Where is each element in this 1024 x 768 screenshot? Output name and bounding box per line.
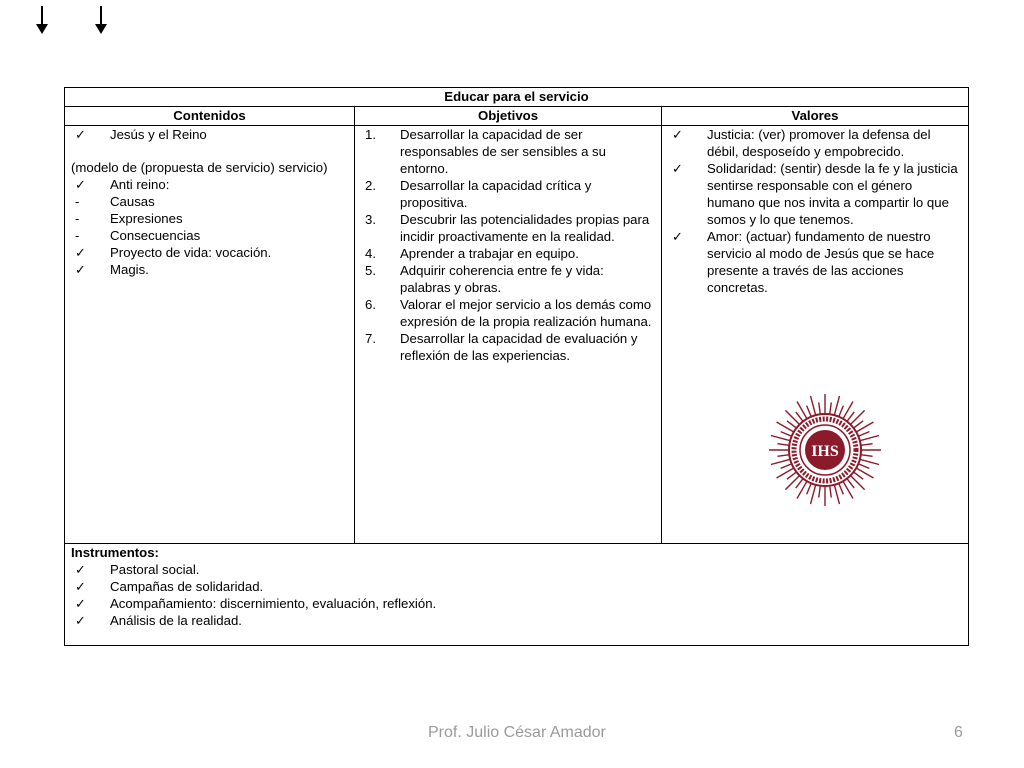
seal-ray: [807, 406, 812, 417]
seal-ray: [811, 485, 816, 504]
list-item: 6. Valorar el mejor servicio a los demás como expresión de la propia realización humana.: [365, 297, 652, 329]
check-icon: ✓: [672, 127, 684, 142]
list-item: 2. Desarrollar la capacidad crítica y propositiva.: [365, 178, 592, 210]
header-valores: Valores: [662, 107, 969, 126]
seal-ray: [839, 406, 844, 417]
header-objetivos: Objetivos: [355, 107, 662, 126]
seal-ray: [834, 485, 839, 504]
seal-ray: [777, 444, 789, 446]
contenidos-cell: [65, 126, 355, 544]
seal-ray: [834, 396, 839, 415]
check-icon: ✓: [75, 562, 87, 577]
seal-ray: [830, 402, 832, 414]
list-item: ✓ Jesús y el Reino: [75, 127, 207, 142]
check-icon: ✓: [75, 245, 87, 260]
seal-ray: [850, 410, 864, 424]
seal-ray: [787, 421, 797, 428]
page-number: 6: [954, 724, 963, 741]
footer-author: Prof. Julio César Amador: [428, 724, 606, 741]
seal-ray: [858, 432, 869, 437]
seal-ray: [860, 459, 879, 464]
seal-ray: [796, 479, 803, 489]
seal-ray: [785, 410, 799, 424]
seal-ray: [854, 472, 864, 479]
list-item: 4. Aprender a trabajar en equipo.: [365, 246, 579, 261]
list-item: ✓ Anti reino:: [75, 177, 170, 192]
seal-ray: [796, 412, 803, 422]
list-item: ✓ Análisis de la realidad.: [75, 613, 242, 628]
seal-ray: [811, 396, 816, 415]
list-item: - Expresiones: [75, 211, 183, 226]
list-item: 1. Desarrollar la capacidad de ser responsables de ser sensibles a su entorno.: [365, 127, 606, 176]
instrumentos-cell: [65, 544, 969, 646]
seal-ray: [854, 421, 864, 428]
seal-ray: [839, 483, 844, 494]
check-icon: ✓: [75, 613, 87, 628]
list-item: - Causas: [75, 194, 155, 209]
seal-ray: [819, 486, 821, 498]
list-item: ✓ Justicia: (ver) promover la defensa del débil, desposeído y empobrecido.: [672, 127, 931, 159]
list-item: ✓ Magis.: [75, 262, 149, 277]
check-icon: ✓: [75, 127, 87, 142]
down-arrow-icon: [95, 6, 107, 34]
contenidos-paragraph: (modelo de (propuesta de servicio) servicio): [71, 160, 328, 175]
seal-ray: [819, 402, 821, 414]
list-item: ✓ Campañas de solidaridad.: [75, 579, 264, 594]
seal-ray: [861, 444, 873, 446]
header-contenidos: Contenidos: [65, 107, 355, 126]
check-icon: ✓: [672, 161, 684, 176]
seal-ray: [777, 455, 789, 457]
instrumentos-title: Instrumentos:: [71, 545, 159, 560]
seal-ray: [771, 459, 790, 464]
check-icon: ✓: [75, 262, 87, 277]
list-item: 5. Adquirir coherencia entre fe y vida: palabras y obras.: [365, 263, 604, 295]
list-item: ✓ Pastoral social.: [75, 562, 200, 577]
seal-ray: [807, 483, 812, 494]
list-item: ✓ Solidaridad: (sentir) desde la fe y la justicia sentirse responsable con el género humano que nos invita a compartir lo que somos y lo que tenemos.: [672, 161, 958, 227]
check-icon: ✓: [75, 596, 87, 611]
seal-ray: [781, 432, 792, 437]
down-arrow-icon: [36, 6, 48, 34]
seal-ray: [847, 412, 854, 422]
jesuit-seal-icon: [768, 393, 882, 507]
list-item: ✓ Amor: (actuar) fundamento de nuestro servicio al modo de Jesús que se hace presente a través de las acciones concretas.: [672, 229, 935, 295]
list-item: 7. Desarrollar la capacidad de evaluación y reflexión de las experiencias.: [365, 331, 638, 363]
check-icon: ✓: [75, 177, 87, 192]
table-title: Educar para el servicio: [65, 88, 969, 107]
servicio-table: [64, 87, 969, 646]
list-item: ✓ Proyecto de vida: vocación.: [75, 245, 272, 260]
seal-ray: [785, 475, 799, 489]
seal-ray: [830, 486, 832, 498]
list-item: 3. Descubrir las potencialidades propias para incidir proactivamente en la realidad.: [365, 212, 650, 244]
list-item: ✓ Acompañamiento: discernimiento, evaluación, reflexión.: [75, 596, 437, 611]
seal-ray: [858, 464, 869, 469]
seal-ray: [847, 479, 854, 489]
seal-ray: [771, 436, 790, 441]
objetivos-cell: [355, 126, 662, 544]
seal-monogram: IHS: [811, 443, 839, 460]
seal-ray: [860, 436, 879, 441]
seal-ray: [861, 455, 873, 457]
seal-ray: [850, 475, 864, 489]
check-icon: ✓: [75, 579, 87, 594]
seal-ray: [781, 464, 792, 469]
list-item: - Consecuencias: [75, 228, 201, 243]
check-icon: ✓: [672, 229, 684, 244]
seal-ray: [787, 472, 797, 479]
